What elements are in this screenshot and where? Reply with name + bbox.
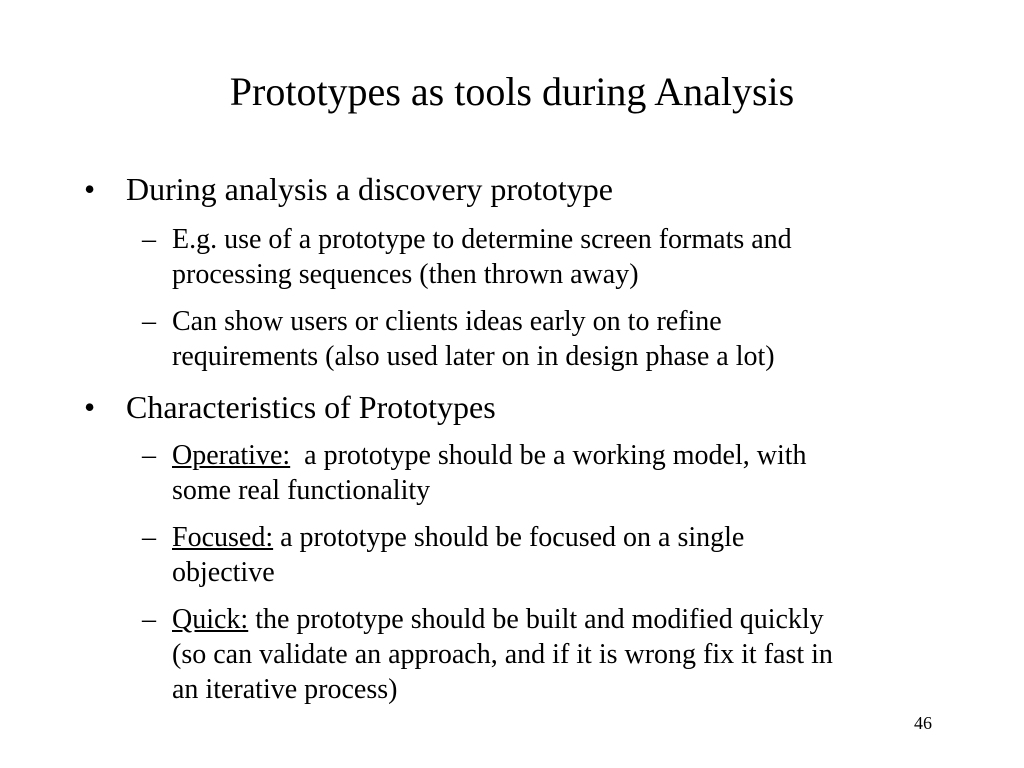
dash-mark: – <box>142 306 156 337</box>
sub-item-text <box>172 520 992 590</box>
sub-item-text <box>172 222 992 292</box>
sub-item-text <box>172 602 992 707</box>
term-operative: Operative: <box>172 440 291 471</box>
bullet-mark: • <box>84 389 96 425</box>
sub-item-line: an iterative process) <box>172 674 398 705</box>
page-number: 46 <box>914 713 932 733</box>
bullet-text: Characteristics of Prototypes <box>126 389 496 425</box>
bullet-text: During analysis a discovery prototype <box>126 171 613 207</box>
slide-title: Prototypes as tools during Analysis <box>229 69 795 114</box>
sub-item-text <box>172 438 992 508</box>
dash-mark: – <box>142 224 156 255</box>
sub-item-text <box>172 304 992 374</box>
sub-item-line <box>172 602 992 637</box>
term-description: a prototype should be focused on a single <box>273 522 745 553</box>
dash-mark: – <box>142 522 156 553</box>
sub-item-line <box>172 520 992 555</box>
sub-item-line: some real functionality <box>172 475 431 506</box>
dash-mark: – <box>142 604 156 635</box>
sub-item-line: requirements (also used later on in design phase a lot) <box>172 341 775 372</box>
term-description: the prototype should be built and modified quickly <box>248 604 824 635</box>
term-focused: Focused: <box>172 522 274 553</box>
sub-item-line: processing sequences (then thrown away) <box>172 259 639 290</box>
sub-item-line: E.g. use of a prototype to determine screen formats and <box>172 224 792 255</box>
term-description: a prototype should be a working model, with <box>290 440 807 471</box>
sub-item-line: (so can validate an approach, and if it is wrong fix it fast in <box>172 639 833 670</box>
sub-item-line <box>172 438 992 473</box>
sub-item-line: Can show users or clients ideas early on to refine <box>172 306 722 337</box>
dash-mark: – <box>142 440 156 471</box>
term-quick: Quick: <box>172 604 249 635</box>
bullet-mark: • <box>84 171 96 207</box>
sub-item-line: objective <box>172 557 275 588</box>
